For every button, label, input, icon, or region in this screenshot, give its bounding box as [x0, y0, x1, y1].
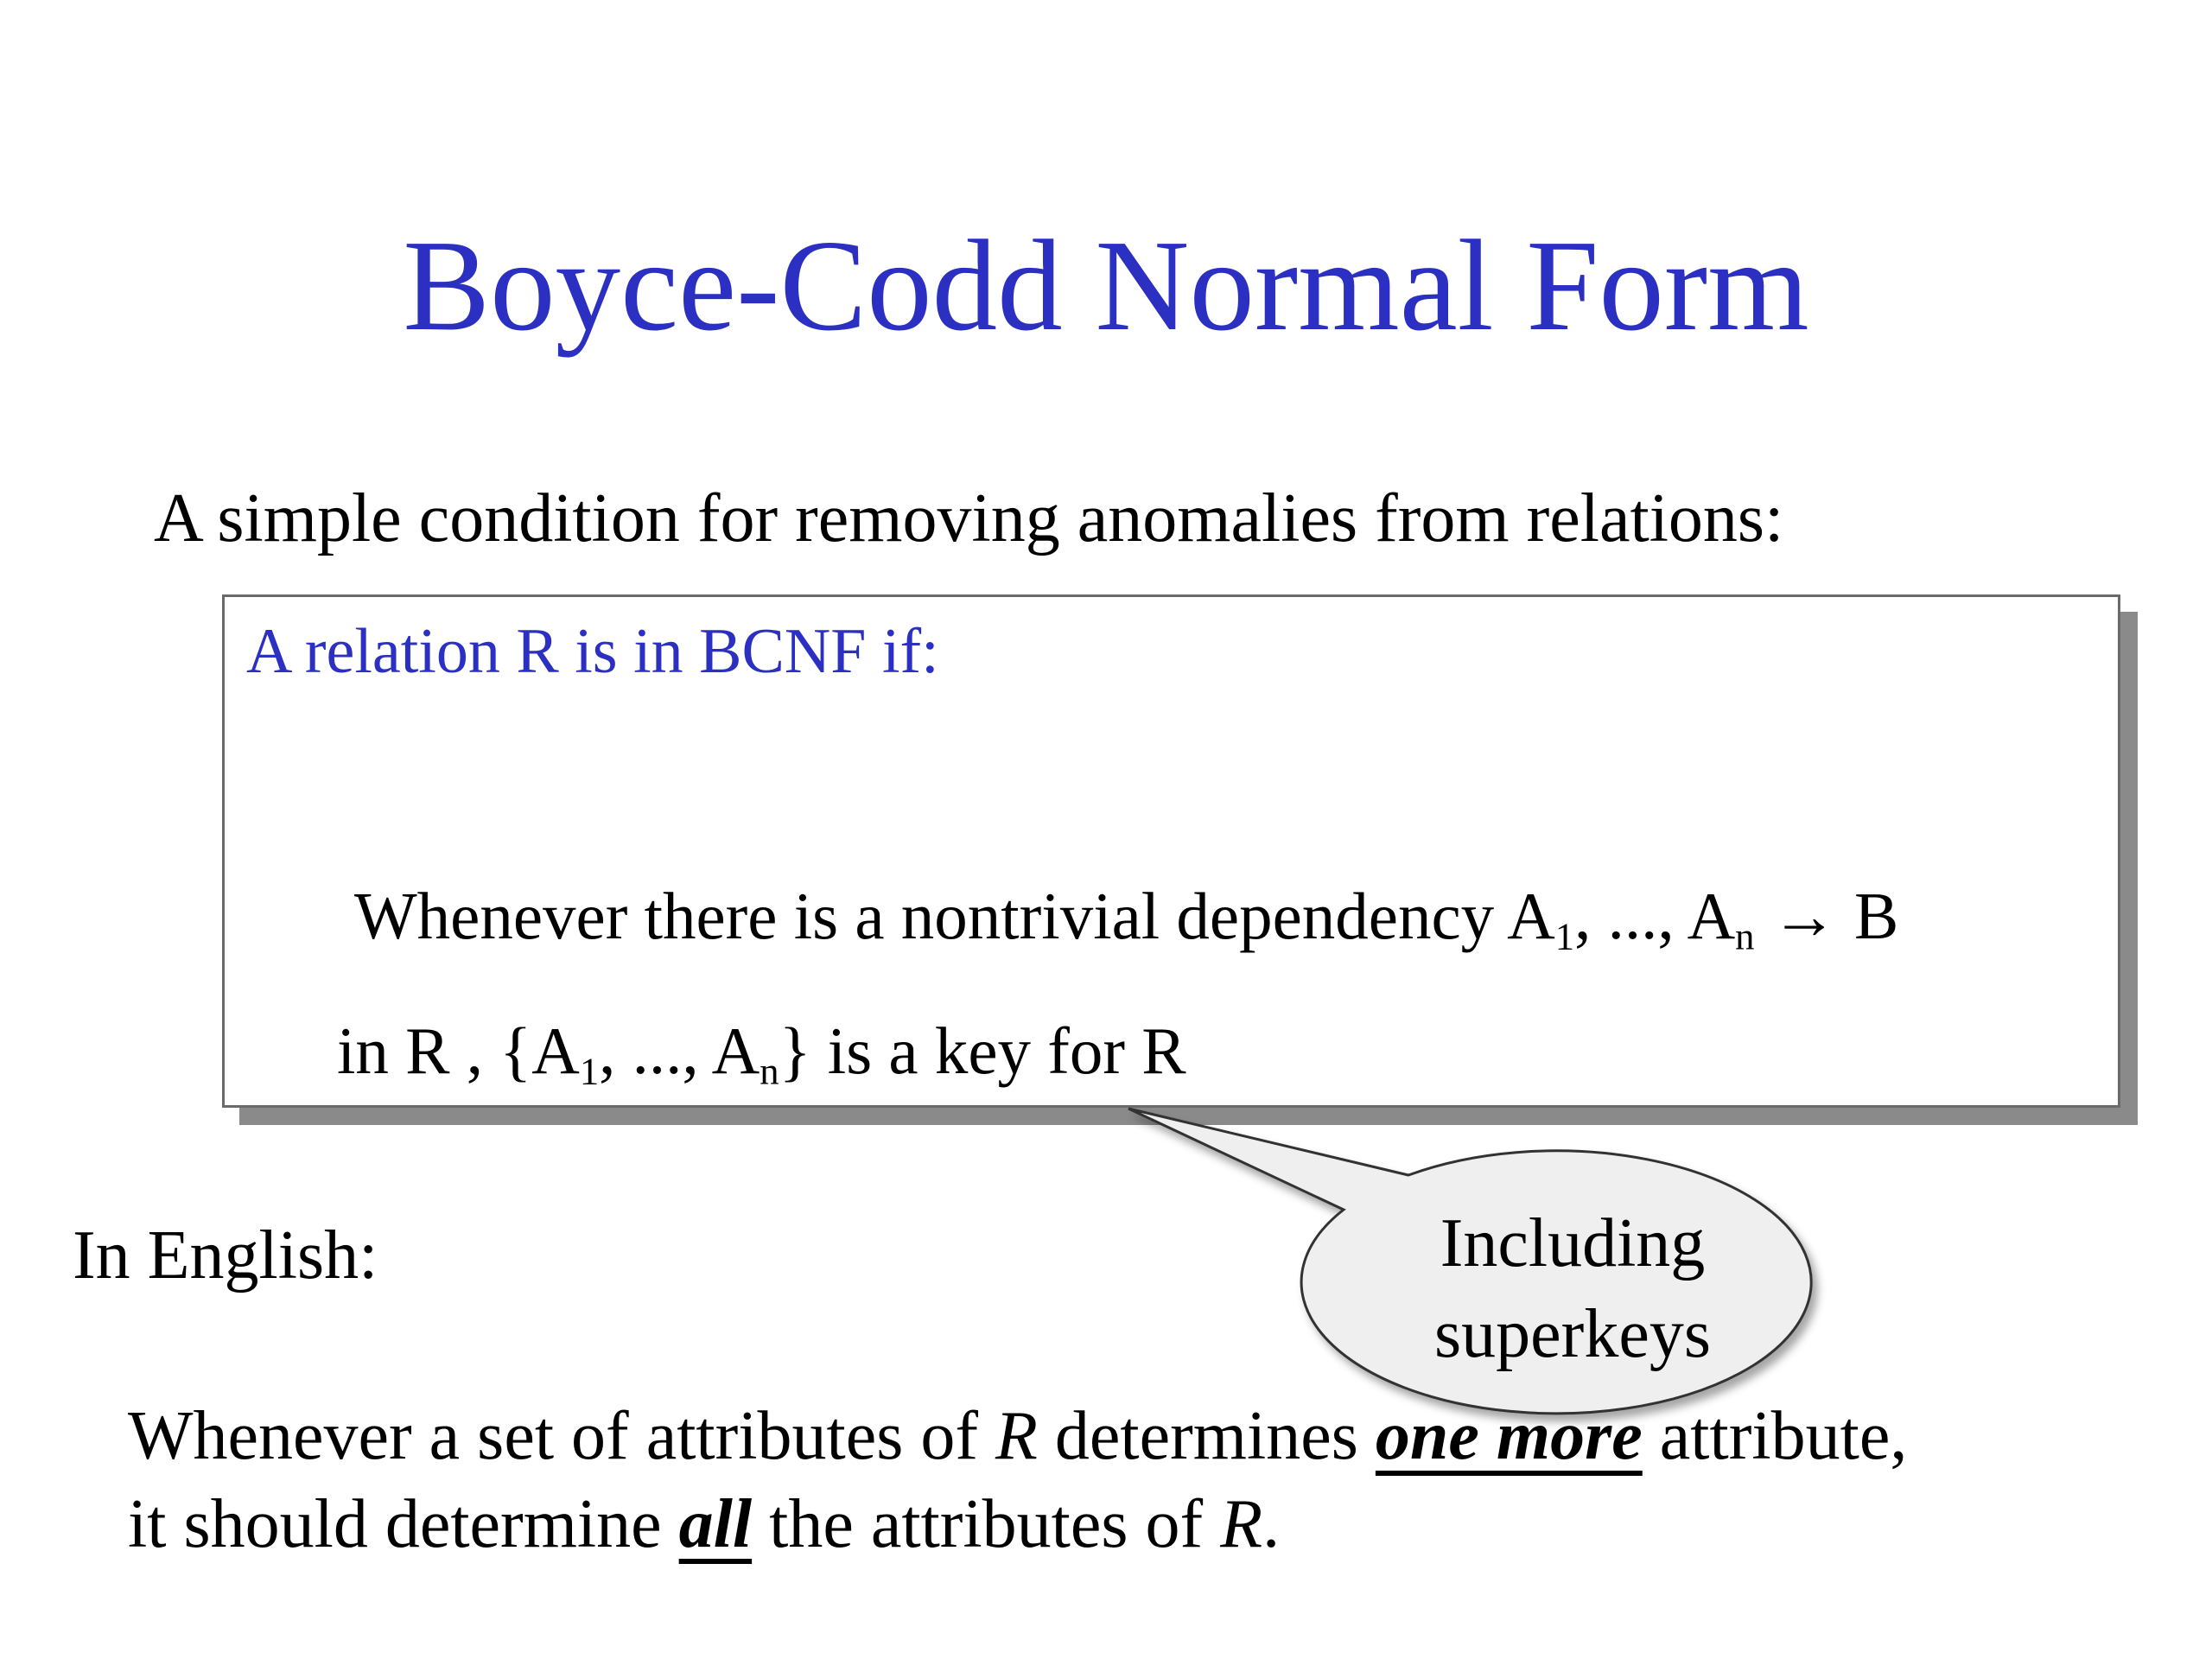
subscript-n: n [760, 1049, 779, 1093]
english-line-1-part2: determines [1037, 1398, 1376, 1474]
emphasis-one-more: one more [1375, 1398, 1643, 1474]
subscript-1: 1 [1554, 914, 1575, 958]
english-label: In English: [73, 1217, 378, 1294]
english-line-1-part3: attribute, [1642, 1398, 1908, 1474]
slide-title: Boyce-Codd Normal Form [403, 213, 1809, 358]
definition-line-2-start: in R , {A [337, 1014, 580, 1088]
definition-line-2-mid: , ..., A [599, 1014, 760, 1088]
english-line-2 [128, 1486, 1281, 1562]
english-line-2-part1: it should determine [128, 1486, 679, 1562]
callout-line-2: superkeys [1434, 1296, 1711, 1372]
callout-text [1400, 1198, 1745, 1380]
definition-line-2-end: } is a key for R [779, 1014, 1186, 1088]
english-line-1 [128, 1398, 1908, 1474]
callout-line-1: Including [1440, 1205, 1706, 1281]
english-line-2-part2: the attributes of [752, 1486, 1221, 1562]
subscript-n: n [1735, 914, 1755, 958]
emphasis-all: all [678, 1486, 753, 1562]
definition-line-1-end: → B [1754, 879, 1899, 953]
definition-line-1-start: Whenever there is a nontrivial dependency A [354, 879, 1555, 953]
variable-r: R [995, 1398, 1038, 1474]
intro-text: A simple condition for removing anomalies from relations: [154, 480, 1784, 556]
english-line-1-part1: Whenever a set of attributes of [128, 1398, 996, 1474]
definition-line-1-mid: , ..., A [1574, 879, 1736, 953]
english-line-2-part3: . [1262, 1486, 1281, 1562]
variable-r: R [1220, 1486, 1263, 1562]
definition-heading: A relation R is in BCNF if: [246, 616, 939, 687]
subscript-1: 1 [579, 1049, 600, 1093]
